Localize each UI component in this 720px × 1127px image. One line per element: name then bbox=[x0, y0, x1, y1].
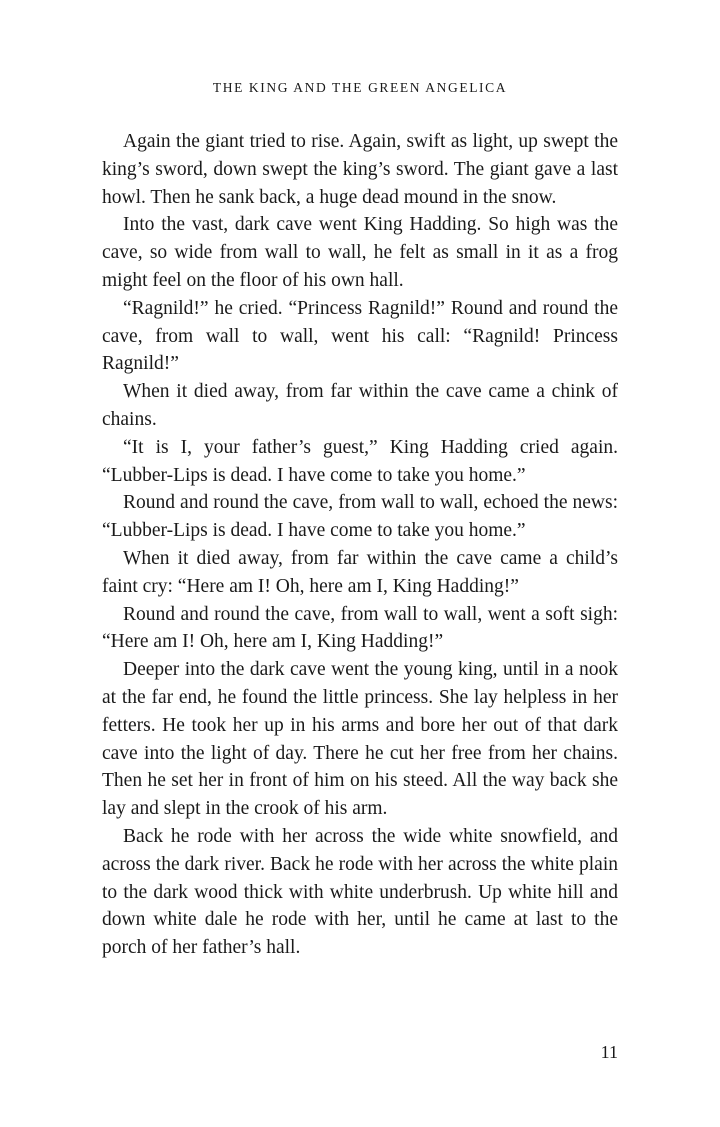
paragraph: When it died away, from far within the cave came a chink of chains. bbox=[102, 381, 618, 430]
body-text bbox=[102, 128, 618, 962]
paragraph: Back he rode with her across the wide white snowfield, and across the dark river. Back he rode with her across the white plain to the dark wood thick with white underbrush. Up white hill and down white dale he rode with her, until he came at last to the porch of her father’s hall. bbox=[102, 825, 618, 959]
paragraph: “Ragnild!” he cried. “Princess Ragnild!” Round and round the cave, from wall to wall, went his call: “Ragnild! Princess Ragnild!” bbox=[102, 297, 618, 375]
paragraph: “It is I, your father’s guest,” King Hadding cried again. “Lubber-Lips is dead. I have come to take you home.” bbox=[102, 436, 618, 486]
running-head: THE KING AND THE GREEN ANGELICA bbox=[212, 80, 508, 95]
paragraph: Again the giant tried to rise. Again, swift as light, up swept the king’s sword, down swept the king’s sword. The giant gave a last howl. Then he sank back, a huge dead mound in the snow. bbox=[102, 131, 618, 208]
paragraph: When it died away, from far within the cave came a child’s faint cry: “Here am I! Oh, here am I, King Hadding!” bbox=[102, 547, 618, 597]
paragraph: Deeper into the dark cave went the young king, until in a nook at the far end, he found the little princess. She lay helpless in her fetters. He took her up in his arms and bore her out of that dark cave into the light of day. There he cut her free from her chains. Then he set her in front of him on his steed. All the way back she lay and slept in the crook of his arm. bbox=[102, 659, 618, 820]
page-number: 11 bbox=[600, 1042, 618, 1062]
paragraph: Into the vast, dark cave went King Hadding. So high was the cave, so wide from wall to wall, he felt as small in it as a frog might feel on the floor of his own hall. bbox=[102, 214, 618, 291]
paragraph: Round and round the cave, from wall to wall, went a soft sigh: “Here am I! Oh, here am I, King Hadding!” bbox=[102, 603, 618, 653]
paragraph: Round and round the cave, from wall to wall, echoed the news: “Lubber-Lips is dead. I have come to take you home.” bbox=[102, 492, 618, 542]
